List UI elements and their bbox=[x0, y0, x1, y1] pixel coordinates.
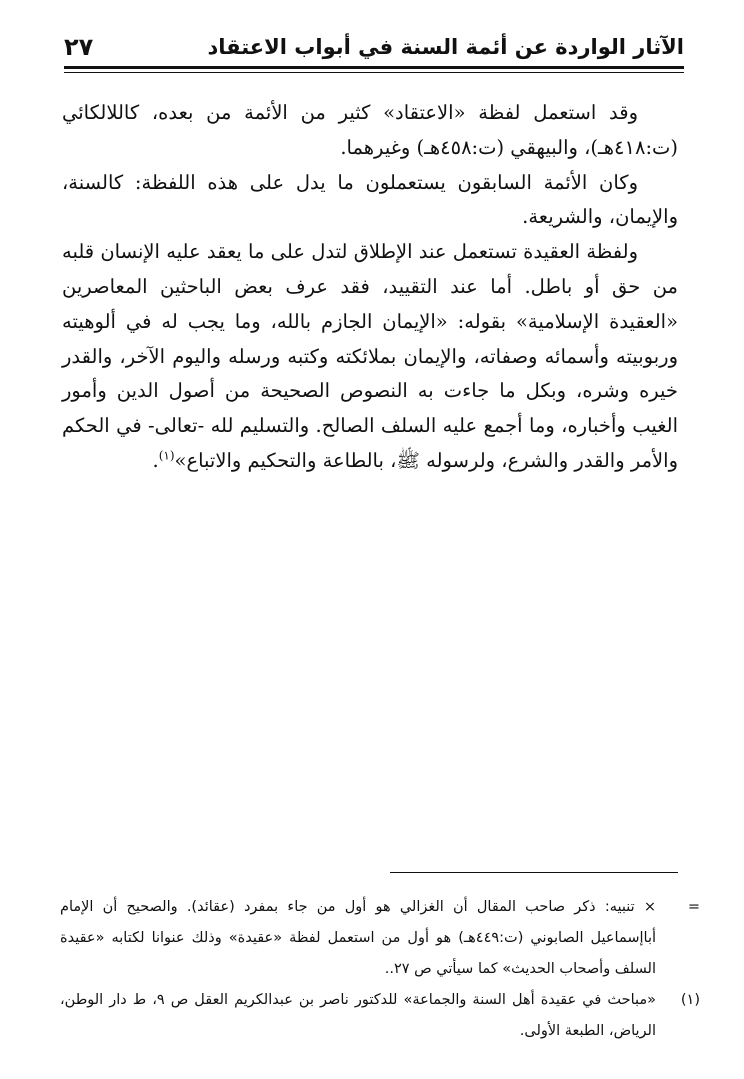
footnote-text: «مباحث في عقيدة أهل السنة والجماعة» للدكتور ناصر بن عبدالكريم العقل ص ٩، ط دار الوطن، الرياض، الطبعة الأولى. bbox=[60, 992, 656, 1039]
header-rule bbox=[64, 66, 684, 69]
final-period: . bbox=[152, 448, 159, 472]
footnote-note bbox=[60, 892, 700, 985]
footnote-text: × تنبيه: ذكر صاحب المقال أن الغزالي هو أول من جاء بمفرد (عقائد). والصحيح أن الإمام أباإسماعيل الصابوني (ت:٤٤٩هـ) هو أول من استعمل لفظة «عقيدة» وذلك عنوانا لكتابه «عقيدة السلف وأصحاب الحديث» كما سيأتي ص ٢٧.. bbox=[60, 899, 657, 977]
footnote-1 bbox=[60, 985, 700, 1047]
page-header bbox=[64, 26, 684, 68]
page-number: ٢٧ bbox=[64, 33, 94, 61]
paragraph-2: وكان الأئمة السابقون يستعملون ما يدل على هذه اللفظة: كالسنة، والإيمان، والشريعة. bbox=[62, 170, 678, 229]
footnotes bbox=[60, 892, 700, 1047]
header-rule-thin bbox=[64, 72, 684, 73]
body-text bbox=[62, 96, 678, 479]
running-title: الآثار الواردة عن أئمة السنة في أبواب الاعتقاد bbox=[207, 35, 684, 59]
footnote-separator bbox=[390, 872, 678, 873]
paragraph-3 bbox=[62, 235, 678, 479]
paragraph-1: وقد استعمل لفظة «الاعتقاد» كثير من الأئمة من بعده، كاللالكائي (ت:٤١٨هـ)، والبيهقي (ت:٤٥٨هـ) وغيرهما. bbox=[62, 101, 678, 159]
paragraph-3-text: ولفظة العقيدة تستعمل عند الإطلاق لتدل على ما يعقد عليه الإنسان قلبه من حق أو باطل. أما عند التقييد، فقد عرف بعض الباحثين المعاصرين «العقيدة الإسلامية» بقوله: «الإيمان الجازم بالله، وما يجب له في ألوهيته وربوبيته وأسمائه وصفاته، والإيمان بملائكته وكتبه ورسله واليوم الآخر، والقدر خيره وشره، وبكل ما جاءت به النصوص الصحيحة من أصول الدين وأمور الغيب وأخباره، وما أجمع عليه السلف الصالح. والتسليم لله -تعالى- في الحكم والأمر والقدر والشرع، ولرسوله ﷺ، بالطاعة والتحكيم والاتباع» bbox=[62, 240, 678, 472]
footnote-marker: (١) bbox=[680, 992, 700, 1008]
footnote-reference: (١) bbox=[158, 448, 175, 463]
footnote-marker: = bbox=[687, 899, 700, 915]
